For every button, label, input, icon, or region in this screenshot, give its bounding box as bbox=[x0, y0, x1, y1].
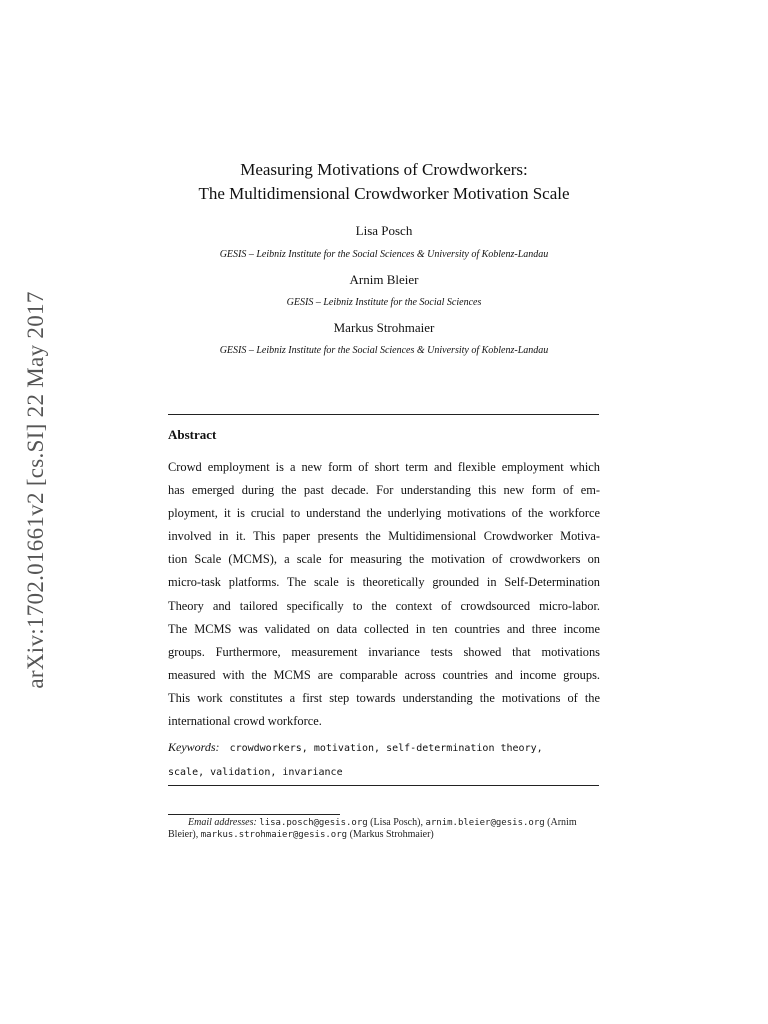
keywords-list-1: crowdworkers, motivation, self-determination theory, bbox=[229, 743, 543, 754]
author-affiliation-3: GESIS – Leibniz Institute for the Social Sciences & University of Koblenz-Landau bbox=[219, 345, 549, 356]
footnote-name-posch: (Lisa Posch), bbox=[370, 817, 423, 828]
abstract-line: involved in it. This paper presents the Multidimensional Crowdworker Motiva- bbox=[168, 529, 600, 544]
author-affiliation-2: GESIS – Leibniz Institute for the Social Sciences bbox=[286, 297, 482, 308]
author-affiliation-1: GESIS – Leibniz Institute for the Social Sciences & University of Koblenz-Landau bbox=[219, 249, 549, 260]
abstract-line: has emerged during the past decade. For understanding this new form of em- bbox=[168, 483, 600, 498]
abstract-line: Theory and tailored specifically to the context of crowdsourced micro-labor. bbox=[168, 598, 600, 613]
keywords bbox=[168, 736, 600, 784]
abstract-line: measured with the MCMS are comparable across countries and income groups. bbox=[168, 667, 600, 682]
abstract-body bbox=[168, 456, 600, 733]
abstract-top-rule bbox=[168, 414, 599, 415]
keywords-label: Keywords: bbox=[168, 740, 220, 754]
keywords-list-2: scale, validation, invariance bbox=[168, 767, 343, 778]
abstract-line: international crowd workforce. bbox=[168, 714, 322, 729]
abstract-line: This work constitutes a first step towards understanding the motivations of the bbox=[168, 690, 600, 705]
abstract-line: The MCMS was validated on data collected in ten countries and three income bbox=[168, 621, 600, 636]
abstract-line: ployment, it is crucial to understand the underlying motivations of the workforce bbox=[168, 506, 600, 521]
title-line-1: Measuring Motivations of Crowdworkers: bbox=[240, 160, 528, 179]
arxiv-stamp: arXiv:1702.01661v2 [cs.SI] 22 May 2017 bbox=[23, 291, 48, 689]
email-strohmaier[interactable]: markus.strohmaier@gesis.org bbox=[200, 830, 348, 840]
paper-title bbox=[168, 158, 600, 206]
footnote-label: Email addresses: bbox=[188, 817, 257, 828]
title-line-2: The Multidimensional Crowdworker Motivation Scale bbox=[198, 184, 570, 203]
email-posch[interactable]: lisa.posch@gesis.org bbox=[259, 818, 368, 828]
footnote-name-bleier-a: (Arnim bbox=[547, 817, 577, 828]
footnote-name-strohmaier: (Markus Strohmaier) bbox=[349, 829, 434, 840]
abstract-line: micro-task platforms. The scale is theoretically grounded in Self-Determination bbox=[168, 575, 600, 590]
author-name-2: Arnim Bleier bbox=[349, 272, 419, 287]
abstract-line: tion Scale (MCMS), a scale for measuring the motivation of crowdworkers on bbox=[168, 552, 600, 567]
email-bleier[interactable]: arnim.bleier@gesis.org bbox=[425, 818, 545, 828]
abstract-line: groups. Furthermore, measurement invariance tests showed that motivations bbox=[168, 644, 600, 659]
keywords-line-1 bbox=[168, 736, 600, 760]
footnote-line-1 bbox=[168, 817, 600, 829]
footnote-line-2 bbox=[168, 829, 600, 841]
footnote-emails bbox=[168, 817, 600, 841]
abstract-bottom-rule bbox=[168, 785, 599, 786]
author-name-3: Markus Strohmaier bbox=[333, 320, 435, 335]
keywords-line-2 bbox=[168, 760, 600, 784]
footnote-name-bleier-b: Bleier), bbox=[168, 829, 199, 840]
abstract-line: Crowd employment is a new form of short term and flexible employment which bbox=[168, 460, 600, 474]
footnote-rule bbox=[168, 814, 340, 815]
author-name-1: Lisa Posch bbox=[355, 223, 413, 238]
abstract-heading: Abstract bbox=[168, 427, 217, 442]
